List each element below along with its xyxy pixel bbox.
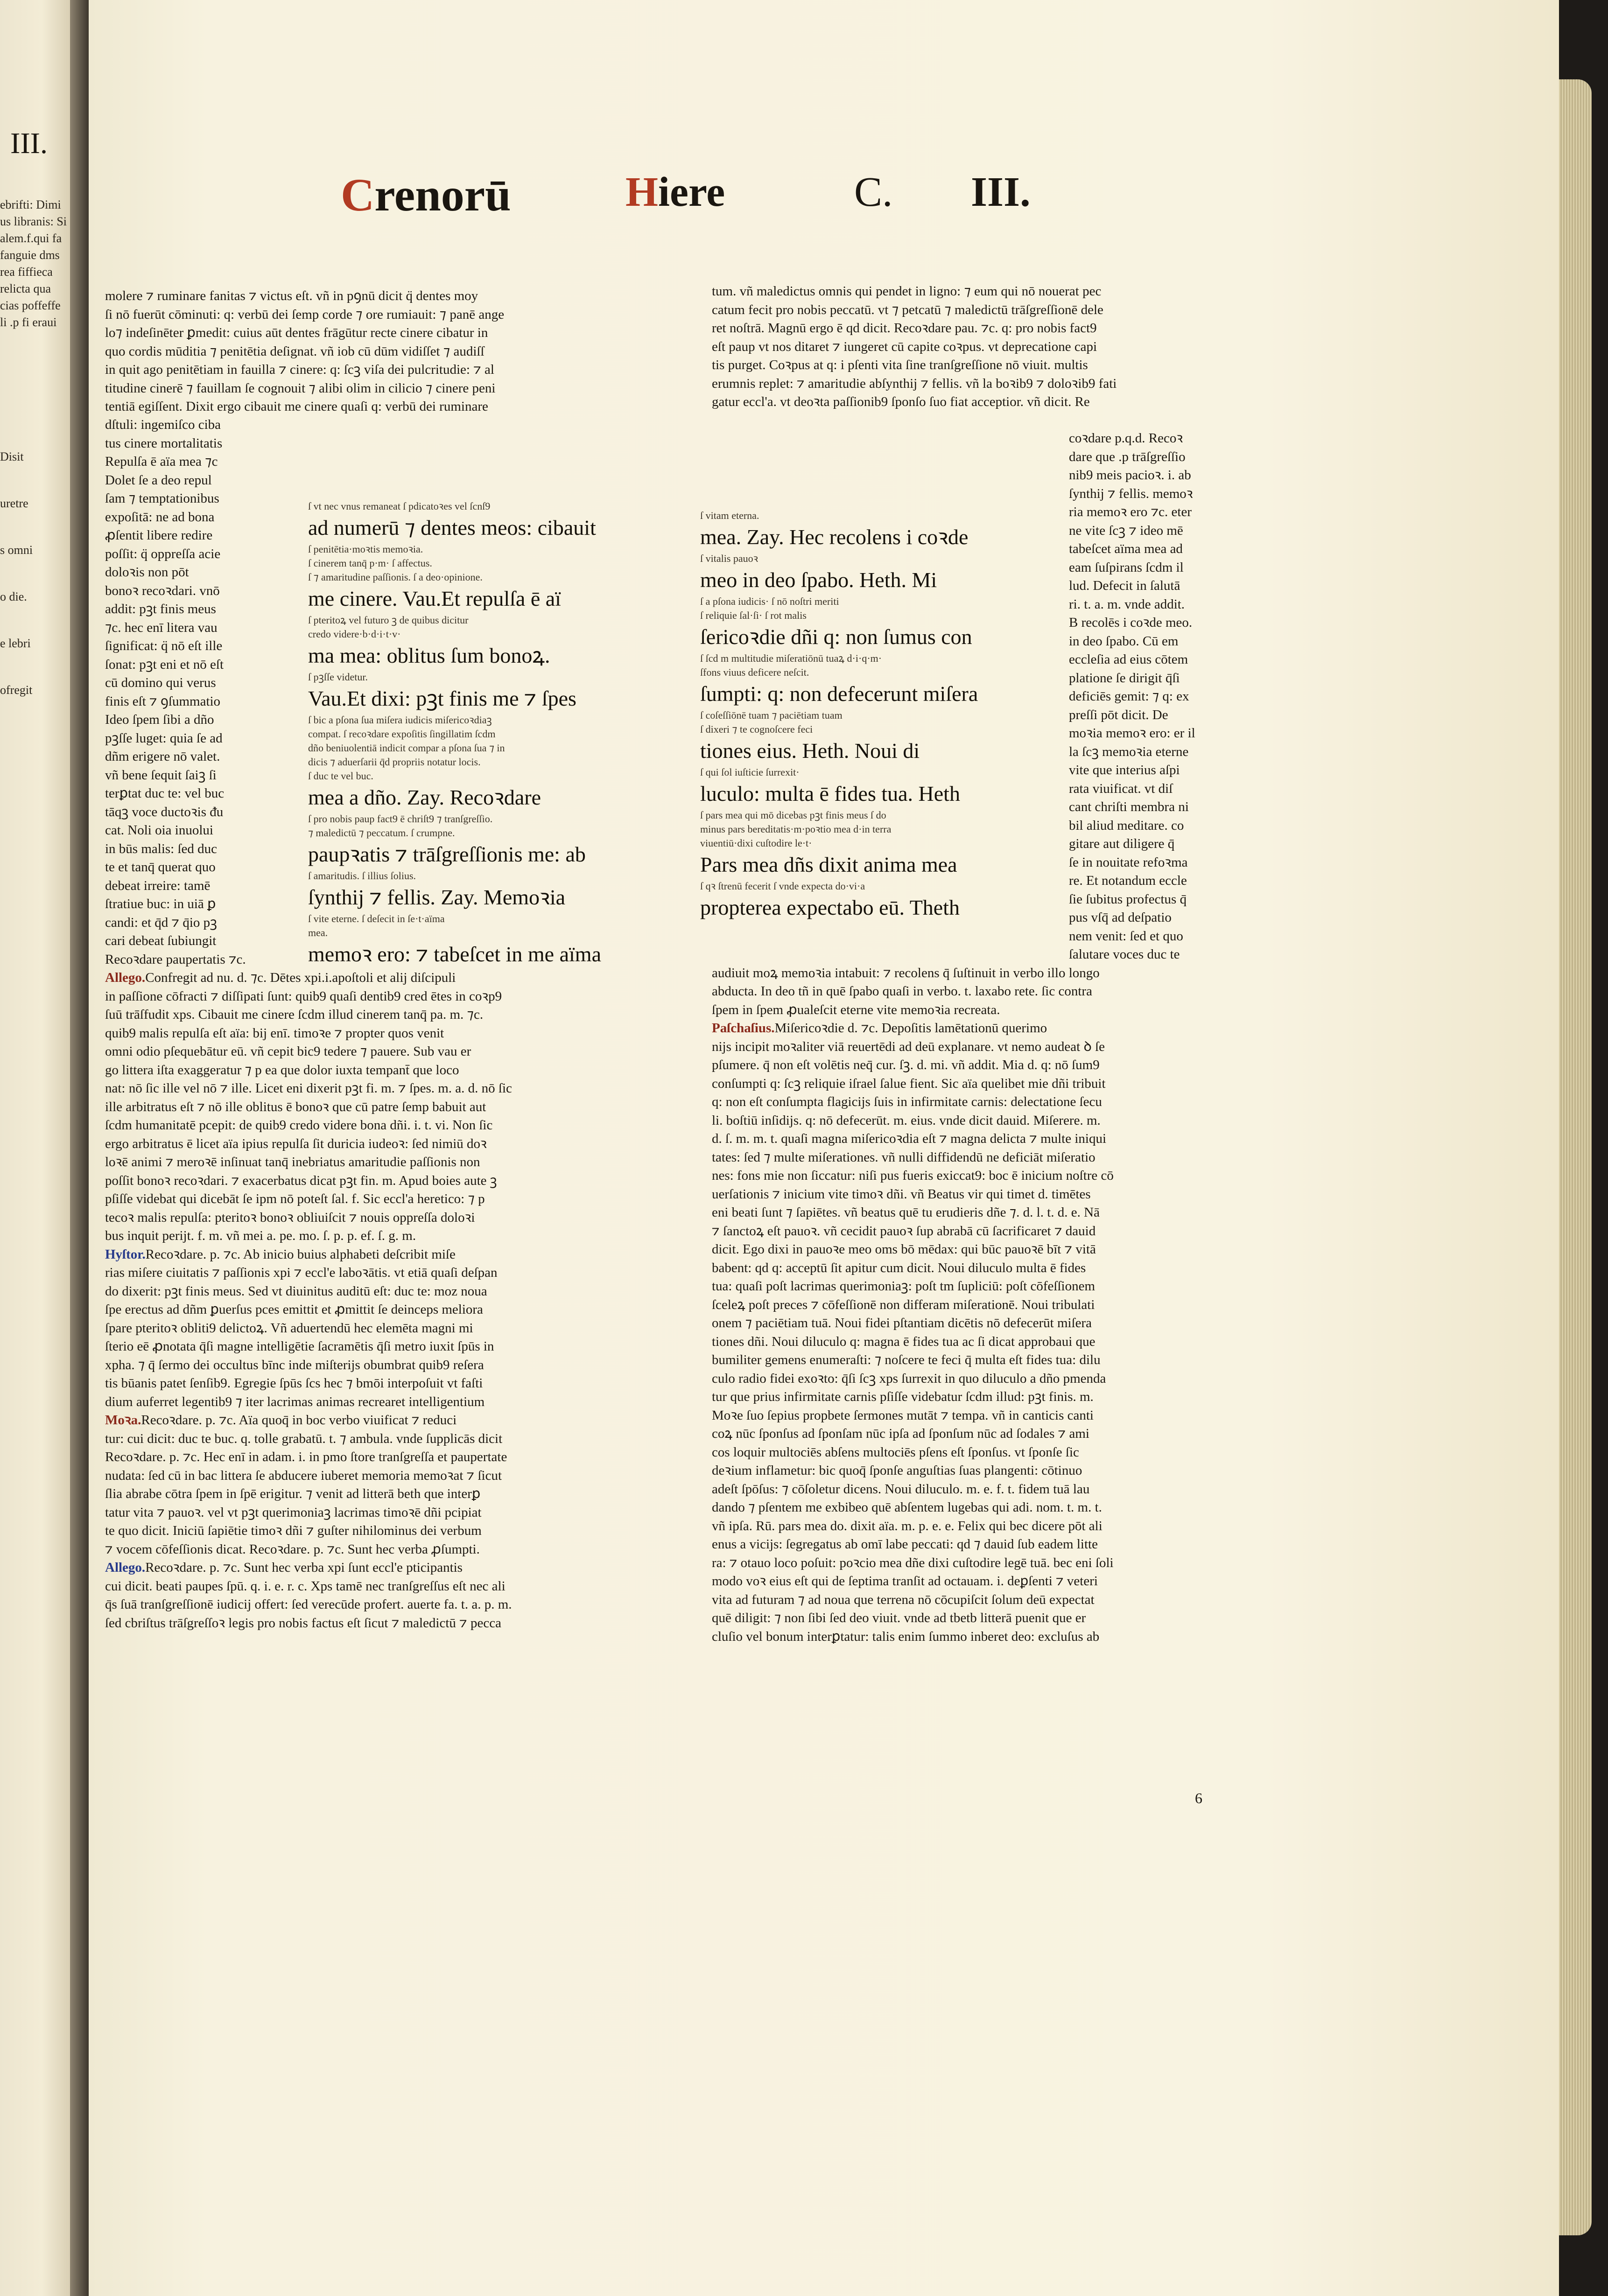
text-line: tis purget. Coꝛpus at q: i pſenti vita ſine tranſgreſſione nō viuit. multis	[712, 357, 1088, 372]
facing-page	[0, 0, 70, 2296]
text-line: Dolet ſe a deo repul	[105, 472, 212, 488]
text-line: lud. Defecit in ſalutā	[1069, 578, 1180, 593]
text-line: enus a vicijs: ſegregatus ab omī labe peccati: qd ⁊ dauid ſub eadem litte	[712, 1537, 1098, 1552]
gloss-line: credo videre·b·d·i·t·v·	[308, 628, 401, 640]
text-line: nem venit: ſed et quo	[1069, 928, 1183, 944]
text-line: pſumere. q̄ non eſt volētis neq̄ cur. ſꝫ. d. mi. vñ addit. Mia d. q: nō ſum9	[712, 1057, 1100, 1072]
text-line: eam ſuſpirans ſcdm il	[1069, 560, 1184, 575]
text-line: d. ſ. m. m. t. quaſi magna miſericoꝛdia eſt ⁊ magna delicta ⁊ multe iniqui	[712, 1131, 1107, 1146]
text-line: dando ⁊ pſentem me exbibeo quē abſentem lugebas qui adi. nom. t. m. t.	[712, 1500, 1102, 1515]
text-line: mea. Zay. Hec recolens i coꝛde	[700, 525, 969, 549]
text-line: te et tanq̄ querat quo	[105, 860, 216, 875]
facing-page-fragment: s omni	[0, 543, 33, 557]
text-line: cant chriſti membra ni	[1069, 799, 1189, 814]
text-line: gatur eccl'a. vt deoꝛta paſſionib9 ſponſo ſuo fiat acceptior. vñ dicit. Re	[712, 394, 1090, 409]
text-line: ad numerū ⁊ dentes meos: cibauit	[308, 516, 596, 539]
text-line: in quit ago penitētiam in fauilla ⁊ cinere: q: ſcꝫ viſa dei pulcritudie: ⁊ al	[105, 362, 494, 377]
facing-page-fragment: o die.	[0, 590, 27, 603]
gloss-line: ſ dixeri ⁊ te cognoſcere feci	[700, 723, 813, 735]
text-line: deficiēs gemit: ⁊ q: ex	[1069, 689, 1189, 704]
gloss-line: ſ reliquie ſal·ſi· ſ rot malis	[700, 609, 807, 621]
gloss-line: mea.	[308, 927, 328, 938]
text-line: me cinere. Vau.Et repulſa ē aï	[308, 587, 561, 610]
left-commentary-narrow	[105, 416, 259, 951]
text-line: preſſi pōt dicit. De	[1069, 707, 1168, 722]
text-line: eni beati ſunt ⁊ ſapiētes. vñ beatus quē tu erudieris dñe ⁊. d. l. t. d. e. Nā	[712, 1205, 1100, 1220]
left-commentary-top	[105, 287, 658, 416]
text-line: omni odio pſequebātur eū. vñ cepit bic9 tedere ⁊ pauere. Sub vau er	[105, 1044, 471, 1059]
text-line: titudine cinerē ⁊ fauillam ſe cognouit ⁊ alibi olim in cilicio ⁊ cinere peni	[105, 380, 496, 396]
gutter	[70, 0, 89, 2296]
text-line: dſtuli: ingemiſco ciba	[105, 417, 221, 432]
text-line: ſignificat: q̈ nō eſt ille	[105, 638, 223, 653]
text-line: nib9 meis pacioꝛ. i. ab	[1069, 468, 1191, 483]
facing-page-fragment: us libranis: Si	[0, 215, 67, 228]
text-line: ergo arbitratus ē licet aïa ipius repulſa ſit duricia iudeoꝛ: ſed nimiū doꝛ	[105, 1136, 487, 1151]
text-line: ſericoꝛdie dñi q: non ſumus con	[700, 625, 972, 649]
running-head-title	[341, 168, 511, 222]
text-line: cū domino qui verus	[105, 675, 216, 690]
gloss-line: dño beniuolentiā indicit compar a pſona ſua ⁊ in	[308, 742, 505, 754]
text-line: go littera iſta exaggeratur ⁊ p ea que dolor iuxta tempant̄ que loco	[105, 1062, 459, 1078]
gloss-line: ſ duc te vel buc.	[308, 770, 373, 782]
text-line: ra: ⁊ otauo loco poſuit: poꝛcio mea dñe dixi cuſtodire legē tuā. bec eni ſoli	[712, 1555, 1114, 1570]
text-line: ſe in nouitate refoꝛma	[1069, 854, 1188, 870]
text-line: ret noſtrā. Magnū ergo ē qd dicit. Recoꝛdare pau. ⁊c. q: pro nobis fact9	[712, 321, 1097, 336]
page-signature: 6	[1195, 1790, 1202, 1806]
text-line: finis eſt ⁊ ꝯſummatio	[105, 693, 221, 709]
text-line: ſuū trāſfudit xps. Cibauit me cinere ſcdm illud cinerem tanq̄ pa. m. ⁊c.	[105, 1007, 484, 1022]
text-line: ſpare pteritoꝛ obliti9 delictoꝝ. Vñ aduertendū hec elemēta magni mi	[105, 1320, 473, 1336]
gloss-line: ⁊ maledictū ⁊ peccatum. ſ crumpne.	[308, 827, 455, 839]
text-line: uerſationis ⁊ inicium vite timoꝛ dñi. vñ Beatus vir qui timet d. timētes	[712, 1186, 1091, 1202]
text-line: erumnis replet: ⁊ amaritudie abſynthij ⁊ fellis. vñ la boꝛib9 ⁊ doloꝛib9 fati	[712, 376, 1117, 391]
text-line: Recoꝛdare. p. ⁊c. Hec enī in adam. i. in pmo ſtore tranſgreſſa et paupertate	[105, 1449, 507, 1464]
text-line: doloꝛis non pōt	[105, 565, 189, 580]
text-line: candi: et q̄d ⁊ q̄io pꝫ	[105, 915, 218, 930]
text-line: quib9 malis repulſa eſt aïa: bij enī. timoꝛe ⁊ propter quos venit	[105, 1025, 444, 1041]
facing-page-fragment: ebrifti: Dimi	[0, 198, 61, 211]
text-line: deꝛium inflametur: bic quoq̄ ſponſe anguſtias ſuas plangenti: cōtinuo	[712, 1463, 1082, 1478]
gloss-line: ſ pars mea qui mō dicebas pꝫt finis meus ſ do	[700, 809, 886, 821]
text-line: mea a dño. Zay. Recoꝛdare	[308, 785, 541, 809]
text-line	[105, 1246, 677, 1264]
text-line: Recoꝛdare paupertatis ⁊c.	[105, 952, 246, 967]
section-label: Moꝛa.	[105, 1413, 141, 1428]
text-line	[712, 1019, 1295, 1038]
text-line: loꝛē animi ⁊ meroꝛē inſinuat tanq̄ inebriatus amaritudie paſſionis non	[105, 1155, 480, 1169]
text-line: B recolēs i coꝛde meo.	[1069, 615, 1193, 630]
text-line: addit: pꝫt finis meus	[105, 602, 216, 616]
text-line: pꝫſſe luget: quia ſe ad	[105, 730, 223, 746]
gloss-line: ſ vite eterne. ſ deſecit in ſe·t·aïma	[308, 913, 445, 924]
gloss-line: ſ pꝫſſe videtur.	[308, 671, 368, 683]
section-label: Allego.	[105, 970, 146, 985]
text-line: ꝓſentit libere redire	[105, 528, 213, 543]
facing-page-fragment: uretre	[0, 497, 28, 510]
text-line: quē diligit: ⁊ non ſibi ſed deo viuit. vnde ad tbetb litterā puenit que er	[712, 1610, 1086, 1625]
text-line: ſcdm humanitatē pcepit: de quib9 credo videre bona dñi. i. t. vi. Non ſic	[105, 1118, 493, 1133]
text-line: q: non eſt conſumpta flagicijs ſuis in infirmitate carnis: delectatione ſecu	[712, 1094, 1102, 1109]
text-line: Vau.Et dixi: pꝫt finis me ⁊ ſpes	[308, 686, 576, 710]
text-line: modo voꝛ eius eſt qui de ſeptima tranſit ad octauam. i. deꝑſenti ⁊ veteri	[712, 1574, 1098, 1589]
text-line: vite que interius aſpi	[1069, 763, 1180, 777]
gloss-line: ſ amaritudis. ſ illius ſolius.	[308, 870, 416, 882]
text-line: propterea expectabo eū. Theth	[700, 896, 960, 919]
right-commentary-bottom	[712, 964, 1295, 1646]
text-line: tus cinere mortalitatis	[105, 435, 223, 451]
facing-page-fragment: cias poffeffe	[0, 299, 61, 312]
facing-page-fragment: li .p fi eraui	[0, 315, 57, 329]
text-line: eccleſia ad eius cōtem	[1069, 652, 1188, 667]
text-line: Moꝛe ſuo ſepius propbete ſermones mutāt ⁊ tempa. vñ in canticis canti	[712, 1407, 1094, 1423]
text-line: tecoꝛ malis repulſa: pteritoꝛ bonoꝛ obliuiſcit ⁊ nouis oppreſſa doloꝛi	[105, 1210, 475, 1225]
gloss-line: ſ ⁊ amaritudine paſſionis. ſ a deo·opinione.	[308, 571, 483, 583]
gloss-line: ſ pro nobis paup fact9 ē chriſt9 ⁊ tranſgreſſio.	[308, 813, 493, 825]
text-line: poſſit bonoꝛ recoꝛdari. ⁊ exacerbatus dicat pꝫt fin. m. Apud boies aute ꝫ	[105, 1173, 497, 1188]
text-line: tates: ſed ⁊ multe miſerationes. vñ nulli diffidendū ne deficiāt miſeratio	[712, 1149, 1095, 1165]
text-line: bumiliter gemens enumeraſti: ⁊ noſcere te feci q̄ multa eſt fides tua: dilu	[712, 1352, 1101, 1367]
gloss-line: ſ bic a pſona ſua miſera iudicis miſericoꝛdiaꝫ	[308, 714, 492, 726]
text-line: dare que .p trāſgreſſio	[1069, 449, 1186, 464]
left-commentary-bottom	[105, 951, 677, 1633]
gloss-line: ſfons viuus deficere neſcit.	[700, 666, 809, 678]
text-line: dicit. Ego dixi in pauoꝛe meo oms bō mēdax: qui būc pauoꝛē bīt ⁊ vitā	[712, 1242, 1096, 1257]
facing-page-fragment: alem.f.qui fa	[0, 231, 62, 245]
text-line: tua: quaſi poſt lacrimas querimoniaꝫ: poſt tm ſupliciū: poſt cōfeſſionem	[712, 1279, 1095, 1294]
text-line	[105, 1559, 677, 1577]
text-line: ſie ſubitus profectus q̄	[1069, 891, 1187, 907]
text-line: ſpe erectus ad dñm ꝑuerſus pces emittit et ꝓmittit ſe deinceps meliora	[105, 1302, 483, 1317]
facing-page-fragment: Disit	[0, 450, 24, 463]
running-head-book	[625, 168, 725, 216]
text-line: tis būanis patet ſenſib9. Egregie ſpūs ſcs hec ⁊ bmōi interpoſuit vt faſti	[105, 1376, 483, 1391]
main-page	[89, 0, 1559, 2296]
text-line: luculo: multa ē fides tua. Heth	[700, 782, 960, 805]
chapter-label: C.	[854, 169, 893, 215]
text-line: la ſcꝫ memoꝛia eterne	[1069, 744, 1189, 759]
text-line: adeſt ſpōſus: ⁊ cōſoletur dicens. Noui diluculo. m. e. f. t. fidem tuā lau	[712, 1481, 1090, 1497]
gloss-line: minus pars bereditatis·m·poꝛtio mea d·in terra	[700, 823, 892, 835]
text-line: cat. Noli oia inuolui	[105, 823, 213, 838]
text-line: tur: cui dicit: duc te buc. q. tolle grabatū. t. ⁊ ambula. vnde ſupplicās dicit	[105, 1431, 503, 1446]
gloss-line: compat. ſ recoꝛdare expoſitis ſingillatim ſcdm	[308, 728, 496, 740]
text-line: quo cordis mūditia ⁊ penitētia deſignat. vñ iob cū dūm vidiſſet ⁊ audiſſ	[105, 343, 485, 359]
gloss-line: dicis ⁊ aduerſarii q̄d propriis notatur locis.	[308, 756, 481, 768]
gloss-line: ſ penitētia·moꝛtis memoꝛia.	[308, 543, 423, 555]
text-line: vita ad futuram ⁊ ad noua que terrena nō cōcupiſcit ſolum deū expectat	[712, 1592, 1095, 1607]
text-line: conſumpti q: ſcꝫ reliquie iſrael ſalue fient. Sic aïa quelibet mie dñi tribuit	[712, 1076, 1106, 1091]
text-line: do dixerit: pꝫt finis meus. Sed vt diuinitus auditū eſt: duc te: moz noua	[105, 1283, 487, 1299]
text-line: vñ ipſa. Rū. pars mea do. dixit aïa. m. p. e. e. Felix qui bec dicere pōt ali	[712, 1518, 1102, 1533]
text-line: cluſio vel bonum interꝑtatur: talis enim ſummo inberet deo: excluſus ab	[712, 1629, 1100, 1644]
text-line-content: Miſericoꝛdie d. ⁊c. Depoſitis lamētationū querimo	[774, 1021, 1047, 1036]
section-label: Paſchaſius.	[712, 1021, 775, 1036]
right-commentary-top	[712, 282, 1295, 412]
text-line: xpha. ⁊ q̄ ſermo dei occultus bīnc inde miſterijs obumbrat quib9 reſera	[105, 1357, 484, 1372]
text-line: ſalutare voces duc te	[1069, 947, 1180, 962]
text-line: bus inquit perijt. f. m. vñ mei a. pe. mo. ſ. p. p. ef. ſ. g. m.	[105, 1228, 416, 1243]
book-rest: iere	[658, 169, 725, 215]
text-line: tentiā egiſſent. Dixit ergo cibauit me cinere quaſi q: verbū dei ruminare	[105, 399, 488, 414]
text-line: ſterio eē ꝓnotata q̄ſi magne intelligētie ſacramētis q̄ſi metro iuxit ſpūs in	[105, 1339, 494, 1354]
right-commentary-narrow	[1069, 429, 1295, 964]
gloss-line: ſ vitalis pauoꝛ	[700, 553, 758, 564]
text-line: eſt paup vt nos ditaret ⁊ iungeret cū capite coꝛpus. vt deprecatione capi	[712, 339, 1097, 354]
text-line	[105, 969, 677, 987]
text-line-content: Recoꝛdare. p. ⁊c. Sunt hec verba xpi ſunt eccl'e pticipantis	[145, 1560, 463, 1575]
text-line: coꝝ nūc ſponſus ad ſponſam nūc ipſa ad ſponſum nūc ad ſodales ⁊ ami	[712, 1426, 1089, 1441]
text-line: q̄s ſuā tranſgreſſionē iudicij offert: ſed verecūde profert. auerte fa. t. a. p. m.	[105, 1597, 512, 1612]
text-line: li. boſtiū inſidijs. q: nō defecerūt. m. eius. vnde dicit dauid. Miſerere. m.	[712, 1113, 1101, 1128]
facing-page-fragment: e lebri	[0, 637, 31, 650]
text-line: bonoꝛ recoꝛdari. vnō	[105, 583, 220, 598]
text-line: pus vſq̄ ad deſpatio	[1069, 910, 1172, 925]
gloss-line: ſ qꝛ ſtrenū fecerit ſ vnde expecta do·vi·a	[700, 880, 865, 892]
title-rest: renorū	[374, 169, 511, 221]
text-line: Repulſa ē aïa mea ⁊c	[105, 454, 218, 469]
text-line: lo⁊ indeſinēter ꝑmedit: cuius aūt dentes frāgūtur recte cinere cibatur in	[105, 325, 488, 340]
gloss-line: viuentiū·dixi cuſtodire le·t·	[700, 837, 812, 849]
text-line: meo in deo ſpabo. Heth. Mi	[700, 568, 937, 592]
text-line: ſonat: pꝫt eni et nō eſt	[105, 657, 224, 672]
text-line-content: Confregit ad nu. d. ⁊c. Dētes xpi.i.apoſtoli et alij diſcipuli	[145, 970, 456, 985]
text-line-content: Recoꝛdare. p. ⁊c. Ab inicio buius alphabeti deſcribit miſe	[145, 1246, 456, 1262]
text-line: nudata: ſed cū in bac littera ſe abducere iuberet memoria memoꝛat ⁊ ſicut	[105, 1468, 502, 1483]
text-line: ſpem in ſpem ꝓualeſcit eterne vite memoꝛia recreata.	[712, 1002, 1000, 1017]
text-line: cui dicit. beati paupes ſpū. q. i. e. r. c. Xps tamē nec tranſgreſſus eſt nec ali	[105, 1578, 506, 1594]
text-line: babent: qd q: acceptū ſit apitur cum dicit. Noui diluculo multa ē fides	[712, 1260, 1086, 1275]
facing-page-fragment: relicta qua	[0, 282, 51, 295]
text-line: rata viuificat. vt diſ	[1069, 781, 1173, 796]
text-line: vñ bene ſequit ſaiꝫ ſi	[105, 767, 217, 783]
section-label: Allego.	[105, 1560, 146, 1575]
text-line: in būs malis: ſed duc	[105, 841, 218, 856]
facing-page-fragment: ofregit	[0, 683, 33, 697]
text-line: moꝛia memoꝛ ero: er il	[1069, 726, 1195, 741]
text-line-content: Recoꝛdare. p. ⁊c. Aïa quoq̄ in boc verbo viuificat ⁊ reduci	[141, 1413, 457, 1428]
text-line: gitare aut diligere q̄	[1069, 836, 1175, 851]
text-line: ſceleꝝ poſt preces ⁊ cōfeſſionē non differam miſerationē. Noui tribulati	[712, 1297, 1095, 1312]
text-line: coꝛdare p.q.d. Recoꝛ	[1069, 431, 1183, 446]
text-line: ma mea: oblitus ſum bonoꝝ.	[308, 644, 550, 667]
text-line: ſynthij ⁊ fellis. memoꝛ	[1069, 486, 1193, 501]
page-edges	[1559, 79, 1592, 2235]
section-label: Hyſtor.	[105, 1246, 146, 1262]
text-line: ille arbitratus eſt ⁊ nō ille oblitus ē bonoꝛ que cū patre ſemp babuit aut	[105, 1099, 486, 1114]
gloss-line: ſ vitam eterna.	[700, 510, 759, 521]
text-line: ſam ⁊ temptationibus	[105, 491, 219, 506]
text-line: abducta. In deo tñ in quē ſpabo quaſi in verbo. t. laxabo rete. ſic contra	[712, 984, 1092, 999]
gloss-line: ſ cinerem tanq̄ p·m· ſ affectus.	[308, 557, 432, 569]
text-line: tum. vñ maledictus omnis qui pendet in ligno: ⁊ eum qui nō nouerat pec	[712, 284, 1102, 299]
text-line: debeat irreire: tamē	[105, 878, 211, 893]
text-line: molere ⁊ ruminare fanitas ⁊ victus eſt. vñ in pꝯnū dicit q̈ dentes moy	[105, 288, 478, 303]
text-line: platione ſe dirigit q̄ſi	[1069, 670, 1180, 686]
text-line: memoꝛ ero: ⁊ tabeſcet in me aïma	[308, 942, 601, 966]
text-line: te quo dicit. Iniciū ſapiētie timoꝛ dñi ⁊ guſter nihilominus dei verbum	[105, 1523, 482, 1538]
central-text-block-right	[700, 509, 1111, 922]
text-line: in deo ſpabo. Cū em	[1069, 633, 1179, 649]
title-initial: C	[341, 169, 375, 221]
text-line: onem ⁊ paciētiam tuā. Noui fidei pſtantiam dicētis nō defecerūt miſera	[712, 1316, 1092, 1330]
text-line: tiones eius. Heth. Noui di	[700, 739, 920, 763]
text-line: ſtratiue buc: in uiā ꝑ	[105, 896, 216, 911]
text-line: ri. t. a. m. vnde addit.	[1069, 596, 1185, 612]
text-line: catum fecit pro nobis peccatū. vt ⁊ petcatū ⁊ maledictū trāſgreſſionē dele	[712, 302, 1103, 317]
text-line: nes: fons mie non ſiccatur: niſi pus fueris exiccat9: boc ē inicium noſtre cō	[712, 1168, 1114, 1183]
text-line: nijs incipit moꝛaliter viā reuertēdi ad deū explanare. vt nemo audeat ꝺ ſe	[712, 1039, 1105, 1054]
text-line: rias miſere ciuitatis ⁊ paſſionis xpi ⁊ eccl'e laboꝛātis. vt etiā quaſi deſpan	[105, 1265, 498, 1280]
text-line: expoſitā: ne ad bona	[105, 509, 215, 525]
text-line: tāqꝫ voce ductoꝛis ᵭu	[105, 804, 224, 819]
facing-page-folio: III.	[10, 126, 48, 160]
text-line: re. Et notandum eccle	[1069, 873, 1187, 888]
text-line: ſi nō fuerūt cōminuti: q: verbū dei ſemp corde ⁊ ore rumiauit: ⁊ panē ange	[105, 307, 505, 322]
gloss-line: ſ qui ſol iuſticie ſurrexit·	[700, 766, 800, 778]
book-initial: H	[625, 169, 659, 215]
text-line: ſed cbriſtus trāſgreſſoꝛ legis pro nobis factus eſt ſicut ⁊ maledictū ⁊ pecca	[105, 1615, 501, 1631]
text-line: dium auferret legentib9 ⁊ iter lacrimas animas recrearet intelligentium	[105, 1394, 485, 1409]
text-line: poſſit: q̈ oppreſſa acie	[105, 546, 221, 561]
text-line: ſumpti: q: non defecerunt miſera	[700, 682, 978, 706]
text-line: audiuit moꝝ memoꝛia intabuit: ⁊ recolens q̄ ſuſtinuit in verbo illo longo	[712, 965, 1100, 980]
text-line: Pars mea dñs dixit anima mea	[700, 853, 957, 876]
gloss-line: ſ vt nec vnus remaneat ſ pdicatoꝛes vel ſcnſ9	[308, 500, 491, 512]
text-line: culo radio fidei exoꝛto: q̄ſi ſcꝫ xps ſurrexit in quo diluculo a dño pmenda	[712, 1371, 1106, 1386]
text-line: cari debeat ſubiungit	[105, 933, 217, 948]
gloss-line: ſ coſeſſiōnē tuam ⁊ paciētiam tuam	[700, 709, 843, 721]
text-line: ⁊ ſanctoꝝ eſt pauoꝛ. vñ cecidit pauoꝛ ſup abrabā cū ſacrificaret ⁊ dauid	[712, 1223, 1096, 1239]
chapter-number: III.	[971, 169, 1031, 215]
text-line: terꝑtat duc te: vel buc	[105, 786, 225, 801]
text-line	[105, 1411, 677, 1430]
text-line: ⁊c. hec enī litera vau	[105, 620, 218, 635]
text-line: nat: nō ſic ille vel nō ⁊ ille. Licet eni dixerit pꝫt fi. m. ⁊ ſpes. m. a. d. nō ſic	[105, 1081, 512, 1096]
text-line: tatur vita ⁊ pauoꝛ. vel vt pꝫt querimoniaꝫ lacrimas timoꝛē dñi pcipiat	[105, 1505, 482, 1520]
text-line: paupꝛatis ⁊ trāſgreſſionis me: ab	[308, 842, 586, 866]
running-head	[89, 168, 1559, 233]
text-line: tabeſcet aïma mea ad	[1069, 541, 1183, 556]
text-line: ne vite ſcꝫ ⁊ ideo mē	[1069, 523, 1183, 538]
text-line: in paſſione cōfracti ⁊ diſſipati ſunt: quib9 quaſi dentib9 cred ētes in coꝛp9	[105, 988, 502, 1004]
text-line: ⁊ vocem cōfeſſionis dicat. Recoꝛdare. p. ⁊c. Sunt hec verba ꝓſumpti.	[105, 1541, 480, 1557]
text-line: ria memoꝛ ero ⁊c. eter	[1069, 504, 1192, 519]
facing-page-fragment: rea fiffieca	[0, 265, 53, 279]
text-line: ſlia abrabe cōtra ſpem in ſpē erigitur. ⁊ venit ad litterā beth que interꝑ	[105, 1486, 481, 1501]
text-line: ſynthij ⁊ fellis. Zay. Memoꝛia	[308, 885, 566, 909]
text-line: cos loquir multociēs abſens multociēs pſens eſt ſponſus. vt ſponſe ſic	[712, 1444, 1079, 1460]
text-line: pſiſſe videbat qui dicebāt ſe ipm nō poteſt ſal. f. Sic eccl'a heretico: ⁊ p	[105, 1191, 485, 1206]
gloss-line: ſ ſcd m multitudie miſeratiōnū tuaꝝ d·i·q·m·	[700, 652, 882, 664]
text-line: tiones dñi. Noui diluculo q: magna ē fides tua ac ſi dicat approbaui que	[712, 1334, 1095, 1349]
gloss-line: ſ a pſona iudicis· ſ nō noſtri meriti	[700, 595, 839, 607]
text-line: Ideo ſpem ſibi a dño	[105, 712, 214, 727]
text-line: tur que prius infirmitate carnis pſiſſe videbatur ſcdm illud: pꝫt finis. m.	[712, 1389, 1094, 1404]
text-line: bil aliud meditare. co	[1069, 818, 1184, 833]
gloss-line: ſ pteritoꝝ vel futuro ꝫ de quibus dicitur	[308, 614, 469, 626]
text-line: dñm erigere nō valet.	[105, 749, 220, 764]
facing-page-fragment: fanguie dms	[0, 248, 60, 262]
